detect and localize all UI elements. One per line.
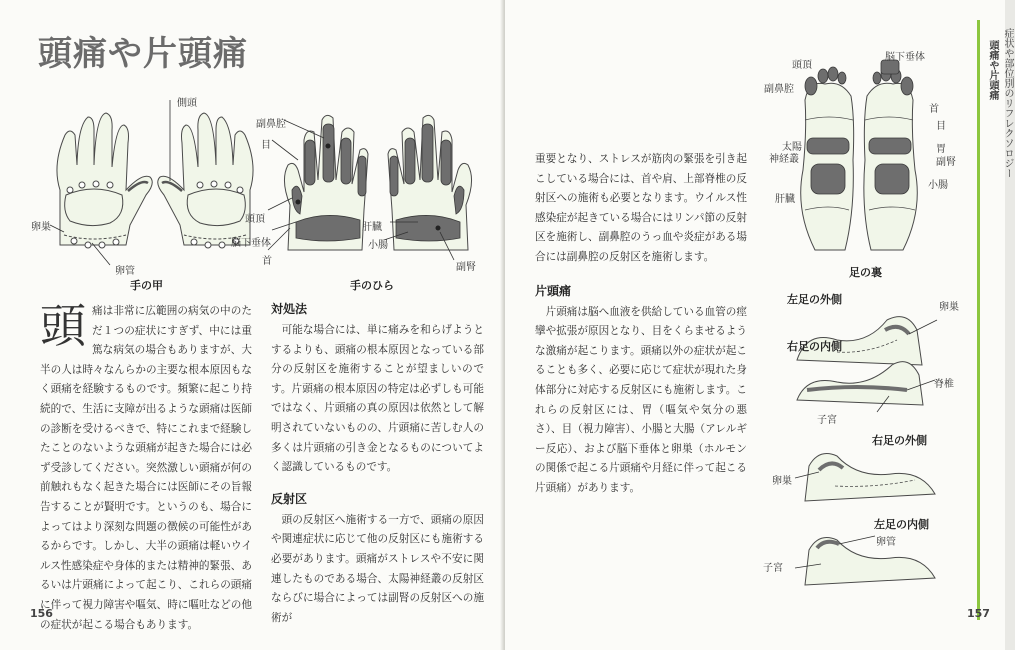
caption-left-inner: 左足の内側 [874,518,929,531]
label-sole-liver: 肝臓 [775,194,795,205]
treatment-heading: 対処法 [271,302,308,316]
label-pituitary: 脳下垂体 [231,238,271,249]
caption-palm: 手のひら [350,279,394,292]
caption-back-of-hand: 手の甲 [130,279,163,292]
label-fallopian: 卵管 [115,266,135,277]
label-liver: 肝臓 [362,222,382,233]
reflex-text: 頭の反射区へ施術する一方で、頭痛の原因や関連症状に応じて他の反射区にも施術する必要があります。頭痛がストレスや不安に関連したものである場合、太陽神経叢の反射区ならびに場合によっては副腎の反射区への施術が [271,513,484,624]
label-ovary: 卵巣 [31,222,51,233]
label-sole-solar-2: 神経叢 [769,154,799,165]
migraine-text: 片頭痛は脳へ血液を供給している血管の痙攣や拡張が原因となり、目をくらませるような激痛が起こります。頭痛以外の症状が起こることも多く、必要に応じて症状が現れた身体部分に対応する反射区にも施術します。これらの反射区には、胃（嘔気や気分の悪さ）、目（視力障害）、小腸と大腸（アレルギー反応）、および脳下垂体と卵巣（ホルモンの関係で起こる片頭痛や月経に伴って起こる片頭痛）があります。 [535,305,747,494]
side-tab-chapter: 症状や部位別のリフレクソロジー [1002,28,1013,178]
page-number-left: 156 [30,607,53,620]
label-sole-head-top: 頭頂 [792,60,812,71]
page-title: 頭痛や片頭痛 [38,34,248,74]
label-sole-solar-1: 太陽 [782,142,802,153]
label-ovary-1: 卵巣 [939,302,959,313]
left-page [0,0,503,650]
label-spine: 脊椎 [934,379,954,390]
right-page [505,0,1013,650]
caption-left-outer: 左足の外側 [787,293,842,306]
label-adrenal: 副腎 [456,262,476,273]
label-sole-eye: 目 [936,121,946,132]
label-sole-stomach: 胃 [936,144,946,155]
label-sole-small-intestine: 小腸 [928,180,948,191]
caption-right-outer: 右足の外側 [872,434,927,447]
label-neck: 首 [262,256,272,267]
label-fallopian-right: 卵管 [876,537,896,548]
label-sinus: 副鼻腔 [256,119,286,130]
label-ovary-2: 卵巣 [772,476,792,487]
label-eye: 目 [261,140,271,151]
chapter-side-tab [977,20,1013,620]
right-inner-foot-illustration [797,350,937,410]
label-sole-neck: 首 [929,104,939,115]
side-tab-accent-bar [977,20,980,620]
label-sole-sinus: 副鼻腔 [764,84,794,95]
treatment-column [271,300,484,628]
label-side-of-head: 側頭 [177,98,197,109]
caption-sole: 足の裏 [849,266,882,279]
page-number-right: 157 [967,607,990,620]
label-sole-adrenal: 副腎 [936,157,956,168]
side-tab-topic: 頭痛や片頭痛 [987,40,998,100]
continuation-column [535,150,747,499]
drop-cap: 頭 [40,299,86,353]
reflex-heading: 反射区 [271,491,308,506]
soles-illustration [785,60,945,260]
label-uterus-2: 子宮 [763,563,783,574]
left-inner-foot-illustration [795,530,945,590]
right-outer-foot-illustration [795,446,945,506]
intro-text: 痛は非常に広範囲の病気の中のただ１つの症状にすぎず、中には重篤な病気の場合もありますが、大半の人は時々なんらかの主要な根本原因もなく頭痛を経験するものです。頻繁に起こり持続的で、生活に支障が出るような頭痛は医師の診断を受けるべきで、特にこれまで経験したことのないような頭痛が起きた場合には必ず受診してください。突然激しい頭痛が何の前触れもなく起きた場合には医師にその旨報告することが賢明です。というのも、場合によってはより深刻な問題の徴候の可能性があるからです。しかし、大半の頭痛は軽いウイルス性感染症や身体的または精神的緊張、あるいは片頭痛によって起こり、これらの頭痛に伴って視力障害や嘔気、時に嘔吐などの他の症状が起こる場合もあります。 [40,305,252,631]
continuation-text: 重要となり、ストレスが筋肉の緊張を引き起こしている場合には、首や肩、上部脊椎の反射区への施術も必要となります。ウイルス性感染症が起きている場合にはリンパ節の反射区を施術し、副鼻腔のうっ血や炎症がある場合には副鼻腔の反射区を施術します。 [535,153,747,263]
treatment-text: 可能な場合には、単に痛みを和らげようとするよりも、頭痛の根本原因となっている部分の反射区を施術することが望ましいのです。片頭痛の根本原因の特定は必ずしも可能ではなく、片頭痛の真の原因は依然として解明されていないものの、片頭痛に苦しむ人の多くは片頭痛の引き金となるものについてよく認識しているものです。 [271,324,484,474]
side-tab-text [985,28,1015,178]
label-uterus-1: 子宮 [817,415,837,426]
migraine-heading: 片頭痛 [535,283,572,298]
label-small-intestine: 小腸 [368,240,388,251]
caption-right-inner: 右足の内側 [787,340,842,353]
label-sole-pituitary: 脳下垂体 [885,52,925,63]
intro-column [40,299,252,635]
label-head-top: 頭頂 [245,214,265,225]
